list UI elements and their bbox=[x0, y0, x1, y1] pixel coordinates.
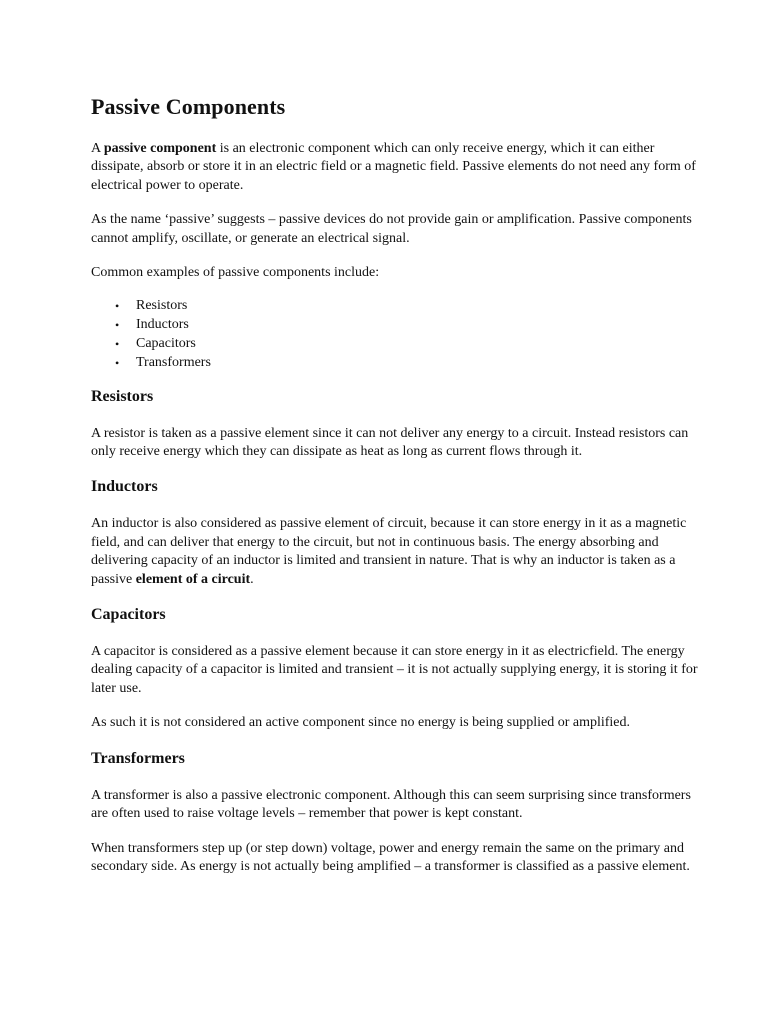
inductors-bold-term: element of a circuit bbox=[135, 571, 251, 587]
inductors-heading: Inductors bbox=[91, 478, 158, 496]
intro-suffix: is an electronic component which can only receive energy, which it can either dissipate, absorb or store it in an electric field or a magnetic field. Passive elements do not need any form of electrical power to operate. bbox=[91, 141, 696, 193]
transformers-paragraph-1: A transformer is also a passive electronic component. Although this can seem surprising since transformers are often used to raise voltage levels – remember that power is kept constant. bbox=[91, 787, 691, 822]
intro-bold-term: passive component bbox=[103, 141, 217, 156]
intro-prefix: A bbox=[91, 141, 104, 156]
page-title: Passive Components bbox=[91, 94, 286, 119]
list-item bbox=[91, 354, 708, 373]
bullet-icon: • bbox=[115, 299, 120, 314]
list-item-label: Resistors bbox=[136, 298, 188, 314]
passive-description-paragraph: As the name ‘passive’ suggests – passive devices do not provide gain or amplification. Passive components cannot amplify, oscillate, or generate an electrical signal. bbox=[91, 212, 692, 246]
list-item-label: Transformers bbox=[136, 354, 211, 370]
bullet-icon: • bbox=[115, 318, 120, 333]
transformers-paragraph-2: When transformers step up (or step down) voltage, power and energy remain the same on the primary and secondary side. As energy is not actually being amplified – a transformer is classified as a passive element. bbox=[91, 840, 690, 874]
capacitors-heading: Capacitors bbox=[91, 606, 166, 624]
inductors-text: An inductor is also considered as passive element of circuit, because it can store energy in it as a magnetic field, and can deliver that energy to the circuit, but not in continuous basis. The energy absorbing and delivering capacity of an inductor is limited and transient in nature. That is why an inductor is taken as a passive bbox=[91, 516, 687, 587]
inductors-text-end: . bbox=[250, 571, 254, 587]
intro-paragraph bbox=[91, 140, 708, 195]
transformers-heading: Transformers bbox=[91, 749, 185, 767]
list-item bbox=[91, 335, 708, 354]
resistors-heading: Resistors bbox=[91, 387, 154, 405]
list-item-label: Capacitors bbox=[136, 336, 196, 352]
examples-lead-paragraph: Common examples of passive components include: bbox=[91, 265, 380, 281]
resistors-paragraph: A resistor is taken as a passive element since it can not deliver any energy to a circuit. Instead resistors can only receive energy which they can dissipate as heat as long as current flows through it. bbox=[91, 425, 689, 460]
bullet-icon: • bbox=[115, 355, 120, 370]
list-item bbox=[91, 297, 708, 316]
bullet-icon: • bbox=[115, 337, 120, 352]
list-item bbox=[91, 316, 708, 335]
list-item-label: Inductors bbox=[136, 317, 189, 333]
capacitors-paragraph-1: A capacitor is considered as a passive element because it can store energy in it as electricfield. The energy dealing capacity of a capacitor is limited and transient – it is not actually supplying energy, it is storing it for later use. bbox=[91, 644, 698, 696]
examples-list bbox=[91, 297, 708, 372]
inductors-paragraph bbox=[91, 515, 708, 589]
capacitors-paragraph-2: As such it is not considered an active component since no energy is being supplied or amplified. bbox=[91, 715, 631, 731]
